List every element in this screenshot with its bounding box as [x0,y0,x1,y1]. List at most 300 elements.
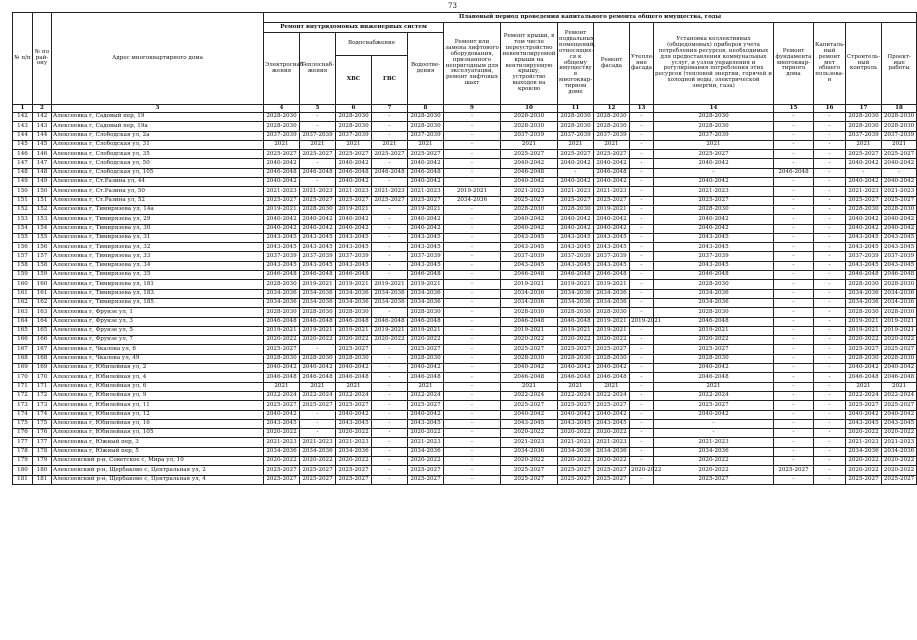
table-cell: - [774,243,814,252]
address-cell: Алексеевка г, Слободская ул, 2а [52,131,264,140]
table-cell: 2040-2042 [654,410,774,419]
table-cell: 2025-2027 [501,475,558,484]
table-cell: - [654,429,774,438]
table-cell: 2034-2036 [558,298,594,307]
table-cell: - [372,205,408,214]
table-cell: - [774,271,814,280]
table-cell: 2034-2036 [372,298,408,307]
table-cell: - [444,345,501,354]
table-cell: 2040-2042 [846,178,882,187]
table-row [13,196,917,205]
table-cell: - [630,447,654,456]
table-cell: - [774,140,814,149]
table-cell: - [814,410,846,419]
table-cell: - [774,336,814,345]
table-cell: 169 [13,364,33,373]
table-cell: 2046-2048 [558,373,594,382]
table-cell: - [774,224,814,233]
table-cell: - [814,224,846,233]
table-cell: 2034-2036 [882,298,917,307]
table-cell: 148 [13,168,33,177]
table-cell: - [814,429,846,438]
table-cell: 2028-2030 [264,122,300,131]
col-num: 2 [33,105,52,113]
table-cell: - [774,410,814,419]
table-cell: 2034-2036 [408,447,444,456]
table-cell: - [814,364,846,373]
table-cell: 2021 [654,382,774,391]
table-row [13,168,917,177]
table-cell: 2046-2048 [501,373,558,382]
table-cell: 2034-2036 [882,289,917,298]
table-cell: - [654,168,774,177]
table-cell: - [774,373,814,382]
table-cell: 2025-2027 [300,466,336,475]
header-gvs: ГВС [372,56,408,105]
table-cell: 2020-2022 [558,429,594,438]
table-cell: 2020-2022 [846,456,882,465]
table-cell: - [814,168,846,177]
header-design: Проект-ные работы [882,23,917,105]
table-cell: 2025-2027 [654,150,774,159]
table-cell: 2028-2030 [846,113,882,122]
table-cell: - [630,438,654,447]
table-cell: 2025-2027 [300,401,336,410]
header-heat: Теплоснаб-жения [300,33,336,105]
table-cell: - [372,271,408,280]
table-cell: - [300,410,336,419]
table-cell: 2022-2024 [558,391,594,400]
table-cell: 2025-2027 [408,401,444,410]
table-cell: - [444,159,501,168]
table-cell: 2040-2042 [336,410,372,419]
table-cell: 2025-2027 [654,475,774,484]
table-cell: 2019-2021 [372,326,408,335]
table-cell: 2021 [336,140,372,149]
table-cell: - [630,215,654,224]
table-cell: 163 [33,308,52,317]
table-cell: 155 [13,233,33,242]
table-cell: 2021 [372,140,408,149]
table-cell: 2021 [846,140,882,149]
table-cell: 2021-2023 [336,438,372,447]
table-cell: 2019-2021 [444,187,501,196]
table-cell: 2028-2030 [558,354,594,363]
table-cell: - [630,475,654,484]
table-cell: 149 [33,178,52,187]
table-cell: 2040-2042 [264,159,300,168]
table-cell: 168 [33,354,52,363]
table-row [13,261,917,270]
table-cell: 2028-2030 [264,280,300,289]
table-row [13,243,917,252]
table-cell: - [444,429,501,438]
address-cell: Алексеевка г, Тимирязева ул, 183 [52,289,264,298]
table-cell: - [372,178,408,187]
table-cell: - [814,456,846,465]
table-cell: 2019-2021 [336,280,372,289]
table-cell: 2019-2021 [501,326,558,335]
table-cell: 2028-2030 [300,205,336,214]
table-cell: - [814,438,846,447]
table-cell: - [630,252,654,261]
table-cell: 2019-2021 [594,317,630,326]
address-cell: Алексеевка г, Тимирязева ул, 32 [52,243,264,252]
table-cell: - [372,391,408,400]
table-cell: 2021-2023 [654,438,774,447]
col-num: 10 [501,105,558,113]
table-cell: 2040-2042 [336,364,372,373]
table-cell: - [814,140,846,149]
table-cell: - [444,419,501,428]
col-num: 1 [13,105,33,113]
table-cell: 2022-2024 [846,391,882,400]
table-cell: - [814,401,846,410]
table-cell: - [372,364,408,373]
table-cell: 2037-2039 [501,252,558,261]
table-cell: 2040-2042 [558,224,594,233]
table-cell: 178 [33,447,52,456]
table-cell: 172 [13,391,33,400]
table-cell: - [814,298,846,307]
table-cell: - [372,122,408,131]
table-cell: - [372,233,408,242]
table-cell: - [630,168,654,177]
table-cell: 2028-2030 [501,205,558,214]
table-cell: 2040-2042 [408,159,444,168]
address-cell: Алексеевка г, Чкалова ул, 6 [52,345,264,354]
table-cell: 2037-2039 [594,131,630,140]
table-cell: 2028-2030 [558,122,594,131]
address-cell: Алексеевка г, Юбилейная ул, 6 [52,382,264,391]
table-cell: 2040-2042 [300,364,336,373]
address-cell: Алексеевка г, Ст.Разина ул, 52 [52,196,264,205]
table-cell: 148 [33,168,52,177]
table-cell: 2034-2036 [558,289,594,298]
table-cell: - [814,336,846,345]
table-cell: 2021-2023 [336,187,372,196]
table-cell: 2021 [264,382,300,391]
table-cell: - [814,326,846,335]
table-cell: 2046-2048 [882,271,917,280]
repair-schedule-table [12,12,917,485]
address-cell: Алексеевка г, Тимирязева ул, 35 [52,271,264,280]
header-np-district: № по рай-ону [33,13,52,105]
table-cell: 2019-2021 [882,317,917,326]
address-cell: Алексеевка г, Тимирязева ул, 185 [52,298,264,307]
table-cell: 2046-2048 [336,373,372,382]
table-cell: 168 [13,354,33,363]
table-cell: 2040-2042 [846,224,882,233]
table-cell: - [774,261,814,270]
table-cell: - [444,215,501,224]
table-cell: 2046-2048 [501,317,558,326]
table-cell: - [774,196,814,205]
table-cell: 2019-2021 [846,317,882,326]
table-cell: 2025-2027 [882,150,917,159]
table-cell: 157 [33,252,52,261]
table-cell: - [630,419,654,428]
table-cell: - [444,438,501,447]
table-cell: 2021-2023 [264,438,300,447]
header-cap-repair: Капиталь-ный ремонт мет общего пользова-н [814,23,846,105]
table-cell: 160 [33,280,52,289]
table-cell: 2025-2027 [300,150,336,159]
table-cell: - [372,456,408,465]
table-cell: 2034-2036 [336,447,372,456]
table-cell: - [300,159,336,168]
table-cell: - [300,345,336,354]
table-cell: - [444,233,501,242]
table-cell: 2028-2030 [501,122,558,131]
table-row [13,113,917,122]
table-row [13,215,917,224]
table-cell: 2021 [501,382,558,391]
table-cell: 2040-2042 [594,215,630,224]
table-cell: - [774,438,814,447]
table-cell: 2046-2048 [654,373,774,382]
table-cell: - [630,401,654,410]
address-cell: Алексеевка г, Ст.Разина ул, 44 [52,178,264,187]
table-row [13,298,917,307]
table-cell: 2040-2042 [264,215,300,224]
table-cell: - [814,159,846,168]
table-cell: 2020-2022 [558,336,594,345]
table-cell: 2034-2036 [846,289,882,298]
table-cell: - [372,215,408,224]
table-cell: 2043-2045 [264,233,300,242]
table-cell: 2020-2022 [882,466,917,475]
table-cell: 2028-2030 [264,113,300,122]
table-cell: 159 [33,271,52,280]
table-cell: - [444,354,501,363]
table-cell: - [444,168,501,177]
table-cell: 2040-2042 [501,410,558,419]
table-cell: - [814,150,846,159]
table-cell: - [444,317,501,326]
table-row [13,252,917,261]
table-row [13,205,917,214]
table-cell: 2021 [558,140,594,149]
table-cell: 2019-2021 [594,280,630,289]
table-cell: - [774,308,814,317]
table-cell: - [774,364,814,373]
table-cell: 2028-2030 [501,113,558,122]
table-cell: 2019-2021 [300,326,336,335]
table-cell: - [372,447,408,456]
table-cell: 2021 [654,140,774,149]
col-num: 13 [630,105,654,113]
table-row [13,419,917,428]
col-num: 6 [336,105,372,113]
table-cell: 174 [13,410,33,419]
header-np: № п/п [13,13,33,105]
table-cell: - [630,373,654,382]
address-cell: Алексеевка г, Тимирязева ул, 14а [52,205,264,214]
table-cell: 2021-2023 [846,438,882,447]
col-num: 4 [264,105,300,113]
table-row [13,447,917,456]
table-cell: - [444,373,501,382]
table-cell: 2021-2023 [501,187,558,196]
table-cell: - [774,447,814,456]
table-cell: 2028-2030 [594,113,630,122]
table-cell: - [814,243,846,252]
table-cell: - [372,308,408,317]
table-cell: 2025-2027 [882,475,917,484]
table-cell: 2043-2045 [264,419,300,428]
col-num: 16 [814,105,846,113]
table-row [13,364,917,373]
table-cell: 2028-2030 [558,308,594,317]
table-cell: 2020-2022 [882,429,917,438]
table-cell: 2034-2036 [501,447,558,456]
table-cell: 171 [33,382,52,391]
table-cell: 2028-2030 [300,308,336,317]
table-cell: 2022-2024 [300,391,336,400]
table-cell: 2040-2042 [558,159,594,168]
table-cell: 2020-2022 [408,456,444,465]
table-cell: 2020-2022 [264,429,300,438]
table-cell: 2025-2027 [336,475,372,484]
table-cell: 2043-2045 [501,243,558,252]
table-cell: 2020-2022 [501,456,558,465]
table-cell: 2020-2022 [654,336,774,345]
table-cell: - [372,410,408,419]
address-cell: Алексеевка г, Тимирязева ул, 181 [52,280,264,289]
table-cell: 2028-2030 [846,205,882,214]
table-row [13,401,917,410]
table-cell: - [372,224,408,233]
table-cell: 2028-2030 [654,354,774,363]
table-cell: 2025-2027 [264,401,300,410]
table-cell: 2025-2027 [300,196,336,205]
table-cell: 2020-2022 [336,336,372,345]
table-cell: 2043-2045 [264,243,300,252]
table-cell: 2043-2045 [594,243,630,252]
table-cell: 2046-2048 [654,271,774,280]
table-cell: - [372,261,408,270]
table-cell: - [630,280,654,289]
table-cell: - [630,261,654,270]
header-meters: Установка коллективных (общедомовых) приборов учета потребления ресурсов, необходимых для предоставления коммунальных услуг, и узлов управления и регулирования потребления этих ресурсов (тепловой энергии, горячей и холодной воды, электрической энергии, газа) [654,23,774,105]
table-cell: - [630,196,654,205]
table-cell: - [372,131,408,140]
table-cell: 2020-2022 [336,429,372,438]
table-cell: 2034-2036 [558,447,594,456]
table-cell: 157 [13,252,33,261]
table-cell: 2043-2045 [300,243,336,252]
table-cell: 177 [13,438,33,447]
table-cell: 2025-2027 [558,196,594,205]
table-cell: - [774,326,814,335]
table-cell: - [444,131,501,140]
table-row [13,466,917,475]
table-cell: 2043-2045 [594,419,630,428]
table-cell: - [372,243,408,252]
table-cell: 2037-2039 [558,252,594,261]
header-warming: Утепле-ние фасада [630,23,654,105]
table-cell: 2043-2045 [654,261,774,270]
address-cell: Алексеевка г, Юбилейная ул, 2 [52,364,264,373]
address-cell: Алексеевский р-н, Щербаково с, Центральная ул, 2 [52,466,264,475]
table-cell: 2034-2036 [264,447,300,456]
table-cell: 2020-2022 [336,456,372,465]
table-cell: - [774,391,814,400]
table-cell: - [372,429,408,438]
table-cell: 2019-2021 [594,205,630,214]
table-cell: 2043-2045 [558,243,594,252]
table-cell: 2046-2048 [408,317,444,326]
table-cell: 2021-2023 [558,187,594,196]
table-cell: 2037-2039 [264,131,300,140]
table-cell: 165 [13,326,33,335]
table-cell: 2028-2030 [264,308,300,317]
table-cell: 142 [13,113,33,122]
table-cell: 2025-2027 [558,401,594,410]
table-cell: - [444,364,501,373]
table-cell: 2028-2030 [408,122,444,131]
table-cell: 2046-2048 [372,168,408,177]
table-cell: - [774,215,814,224]
table-cell: 176 [33,429,52,438]
table-cell: 173 [13,401,33,410]
table-cell: 143 [33,122,52,131]
address-cell: Алексеевка г, Южный пер, 5 [52,447,264,456]
table-cell: 2046-2048 [654,317,774,326]
table-cell: 161 [13,289,33,298]
table-cell: - [444,336,501,345]
table-cell: - [774,122,814,131]
table-cell: 2022-2024 [882,391,917,400]
table-cell: - [774,345,814,354]
col-num: 15 [774,105,814,113]
address-cell: Алексеевка г, Слободская ул, 31 [52,140,264,149]
table-cell: 2037-2039 [336,252,372,261]
table-cell: 156 [33,243,52,252]
table-cell: 2021-2023 [372,187,408,196]
table-cell: - [372,382,408,391]
header-facade: Ремонт фасада [594,23,630,105]
table-cell: - [444,401,501,410]
table-cell: 2022-2024 [408,391,444,400]
table-cell: - [372,252,408,261]
table-cell: - [630,410,654,419]
table-row [13,410,917,419]
table-cell: 2043-2045 [300,233,336,242]
table-cell: 2020-2022 [630,466,654,475]
table-cell: 2043-2045 [408,419,444,428]
header-control: Строитель-ный контроль [846,23,882,105]
table-cell: - [774,419,814,428]
table-cell: 174 [33,410,52,419]
table-cell: 2022-2024 [336,391,372,400]
table-row [13,336,917,345]
table-cell: - [630,391,654,400]
table-cell: 2043-2045 [408,243,444,252]
table-cell: 150 [13,187,33,196]
header-drain: Водоотве-дения [408,33,444,105]
table-cell: 2040-2042 [594,364,630,373]
table-cell: - [774,429,814,438]
table-cell: - [444,224,501,233]
table-row [13,317,917,326]
table-row [13,224,917,233]
table-cell: 2028-2030 [408,308,444,317]
table-cell: 2019-2021 [501,280,558,289]
table-cell: 2020-2022 [594,456,630,465]
table-cell: 2025-2027 [336,196,372,205]
